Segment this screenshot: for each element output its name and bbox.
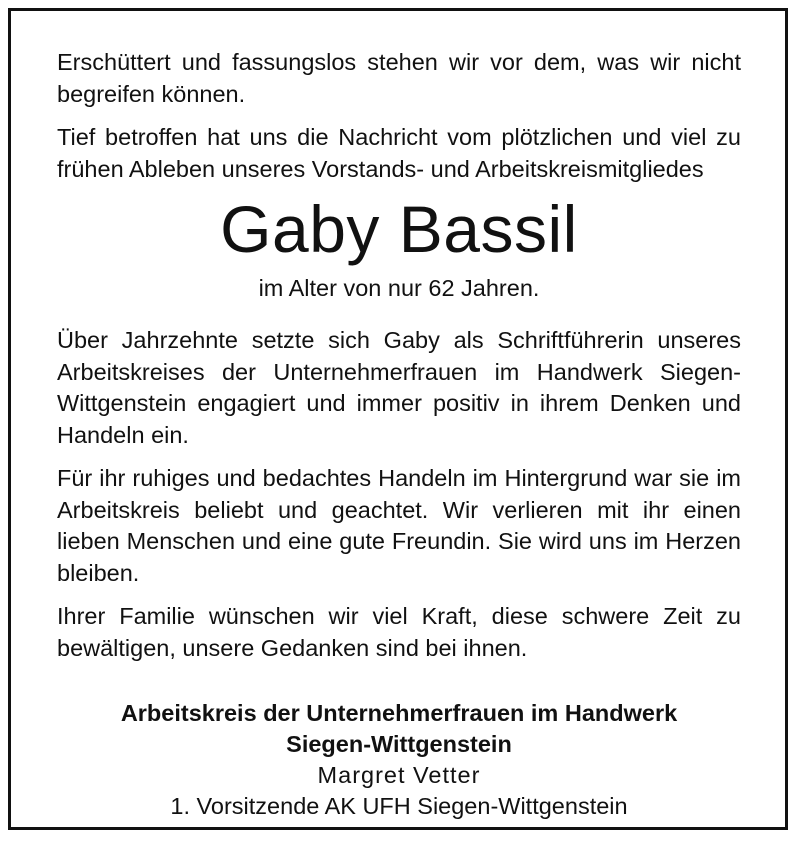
body-paragraph-2: Für ihr ruhiges und bedachtes Handeln im Hintergrund war sie im Arbeitskreis beliebt und geachtet. Wir verlieren mit ihr einen lieben Menschen und eine gute Freundin. Sie wird uns im Herzen bleiben. [57,465,741,586]
deceased-age: im Alter von nur 62 Jahren. [258,275,540,301]
intro-paragraph-1: Erschüttert und fassungslos stehen wir vor dem, was wir nicht begreifen können. [57,49,741,107]
signature-block [57,698,741,822]
intro-paragraph-2: Tief betroffen hat uns die Nachricht vom plötzlichen und viel zu frühen Ableben unseres Vorstands- und Arbeitskreismitgliedes [57,124,741,182]
body-paragraph-3: Ihrer Familie wünschen wir viel Kraft, diese schwere Zeit zu bewältigen, unsere Gedanken sind bei ihnen. [57,603,741,661]
body-paragraph-1: Über Jahrzehnte setzte sich Gaby als Schriftführerin unseres Arbeitskreises der Unternehmerfrauen im Handwerk Siegen-Wittgenstein engagiert und immer positiv in ihrem Denken und Handeln ein. [57,327,741,448]
obituary-notice [8,8,788,830]
organization-region: Siegen-Wittgenstein [286,731,512,757]
signatory-name: Margret Vetter [317,762,481,788]
deceased-name: Gaby Bassil [220,192,578,266]
signatory-role: 1. Vorsitzende AK UFH Siegen-Wittgenstein [170,793,628,819]
notice-content [57,47,741,822]
organization-name: Arbeitskreis der Unternehmerfrauen im Handwerk [120,700,678,726]
